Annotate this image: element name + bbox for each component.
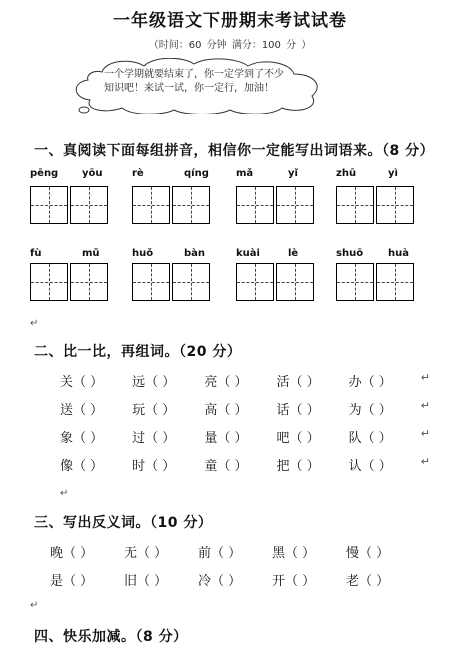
paragraph-mark: ↵ (420, 399, 430, 412)
word-blank[interactable]: 像（ ） (60, 459, 104, 474)
antonym-row (50, 542, 420, 561)
antonym-blank[interactable]: 前（ ） (198, 546, 242, 561)
word-blank[interactable]: 玩（ ） (132, 403, 176, 418)
tianzige-pair[interactable] (336, 186, 416, 224)
word-blank[interactable]: 童（ ） (204, 459, 248, 474)
tianzige-pair[interactable] (132, 186, 212, 224)
tianzige-pair[interactable] (132, 263, 212, 301)
page-title: 一年级语文下册期末考试试卷 (113, 11, 347, 31)
word-blank[interactable]: 活（ ） (276, 375, 320, 390)
antonym-blank[interactable]: 无（ ） (124, 546, 168, 561)
cloud-line-2: 知识吧！来试一试，你一定行，加油！ (104, 83, 274, 94)
tianzige-cell[interactable] (172, 186, 210, 224)
tianzige-cell[interactable] (276, 186, 314, 224)
antonym-blank[interactable]: 慢（ ） (346, 546, 390, 561)
tianzige-cell[interactable] (172, 263, 210, 301)
word-blank[interactable]: 亮（ ） (204, 375, 248, 390)
word-blank[interactable]: 话（ ） (276, 403, 320, 418)
compare-row (60, 371, 430, 390)
pinyin-label: zhū (336, 168, 357, 179)
antonym-blank[interactable]: 晚（ ） (50, 546, 94, 561)
paragraph-mark: ↵ (420, 371, 430, 384)
tianzige-pair[interactable] (236, 186, 316, 224)
tianzige-cell[interactable] (236, 263, 274, 301)
compare-row (60, 399, 430, 418)
tianzige-cell[interactable] (376, 263, 414, 301)
tianzige-cell[interactable] (376, 186, 414, 224)
cloud-text (104, 68, 314, 96)
paragraph-mark: ↵ (60, 488, 69, 499)
tianzige-cell[interactable] (30, 186, 68, 224)
paragraph-mark: ↵ (420, 455, 430, 468)
word-blank[interactable]: 队（ ） (348, 431, 392, 446)
word-blank[interactable]: 办（ ） (348, 375, 392, 390)
tianzige-cell[interactable] (70, 186, 108, 224)
tianzige-cell[interactable] (30, 263, 68, 301)
paragraph-mark: ↵ (30, 600, 39, 611)
pinyin-label: rè (132, 168, 144, 179)
word-blank[interactable]: 关（ ） (60, 375, 104, 390)
pinyin-label: pēng (30, 168, 59, 179)
antonym-blank[interactable]: 旧（ ） (124, 574, 168, 589)
word-blank[interactable]: 高（ ） (204, 403, 248, 418)
pinyin-label: yì (388, 168, 398, 179)
tianzige-cell[interactable] (276, 263, 314, 301)
pinyin-label: mǎ (236, 168, 254, 179)
pinyin-label: kuài (236, 248, 260, 259)
tianzige-pair[interactable] (30, 263, 110, 301)
pinyin-label: huà (388, 248, 409, 259)
tianzige-cell[interactable] (132, 186, 170, 224)
tianzige-cell[interactable] (70, 263, 108, 301)
tianzige-cell[interactable] (336, 263, 374, 301)
word-blank[interactable]: 远（ ） (132, 375, 176, 390)
tianzige-pair[interactable] (30, 186, 110, 224)
word-blank[interactable]: 把（ ） (276, 459, 320, 474)
pinyin-label: mǔ (82, 248, 100, 259)
section1-heading: 一、真阅读下面每组拼音，相信你一定能写出词语来。（8 分） (34, 143, 435, 159)
antonym-blank[interactable]: 老（ ） (346, 574, 390, 589)
antonym-blank[interactable]: 是（ ） (50, 574, 94, 589)
antonym-blank[interactable]: 开（ ） (272, 574, 316, 589)
paragraph-mark: ↵ (420, 427, 430, 440)
word-blank[interactable]: 送（ ） (60, 403, 104, 418)
pinyin-label: lè (288, 248, 299, 259)
cloud-line-1: 一个学期就要结束了，你一定学到了不少 (104, 69, 284, 80)
compare-row (60, 455, 430, 474)
section4-heading: 四、快乐加减。（8 分） (34, 629, 188, 645)
paragraph-mark: ↵ (30, 318, 39, 329)
section2-heading: 二、比一比，再组词。（20 分） (34, 344, 242, 360)
word-blank[interactable]: 量（ ） (204, 431, 248, 446)
compare-row (60, 427, 430, 446)
word-blank[interactable]: 象（ ） (60, 431, 104, 446)
pinyin-label: yōu (82, 168, 103, 179)
pinyin-label: yǐ (288, 168, 298, 179)
pinyin-label: huǒ (132, 248, 154, 259)
tianzige-cell[interactable] (336, 186, 374, 224)
exam-info: （时间：60 分钟 满分：100 分 ） (148, 40, 312, 51)
tianzige-cell[interactable] (236, 186, 274, 224)
word-blank[interactable]: 过（ ） (132, 431, 176, 446)
word-blank[interactable]: 为（ ） (348, 403, 392, 418)
pinyin-label: shuō (336, 248, 364, 259)
word-blank[interactable]: 吧（ ） (276, 431, 320, 446)
pinyin-label: qíng (184, 168, 209, 179)
tianzige-cell[interactable] (132, 263, 170, 301)
tianzige-pair[interactable] (236, 263, 316, 301)
antonym-blank[interactable]: 冷（ ） (198, 574, 242, 589)
pinyin-label: bàn (184, 248, 206, 259)
pinyin-label: fù (30, 248, 42, 259)
word-blank[interactable]: 时（ ） (132, 459, 176, 474)
tianzige-pair[interactable] (336, 263, 416, 301)
antonym-blank[interactable]: 黑（ ） (272, 546, 316, 561)
antonym-row (50, 570, 420, 589)
section3-heading: 三、写出反义词。（10 分） (34, 515, 213, 531)
word-blank[interactable]: 认（ ） (348, 459, 392, 474)
